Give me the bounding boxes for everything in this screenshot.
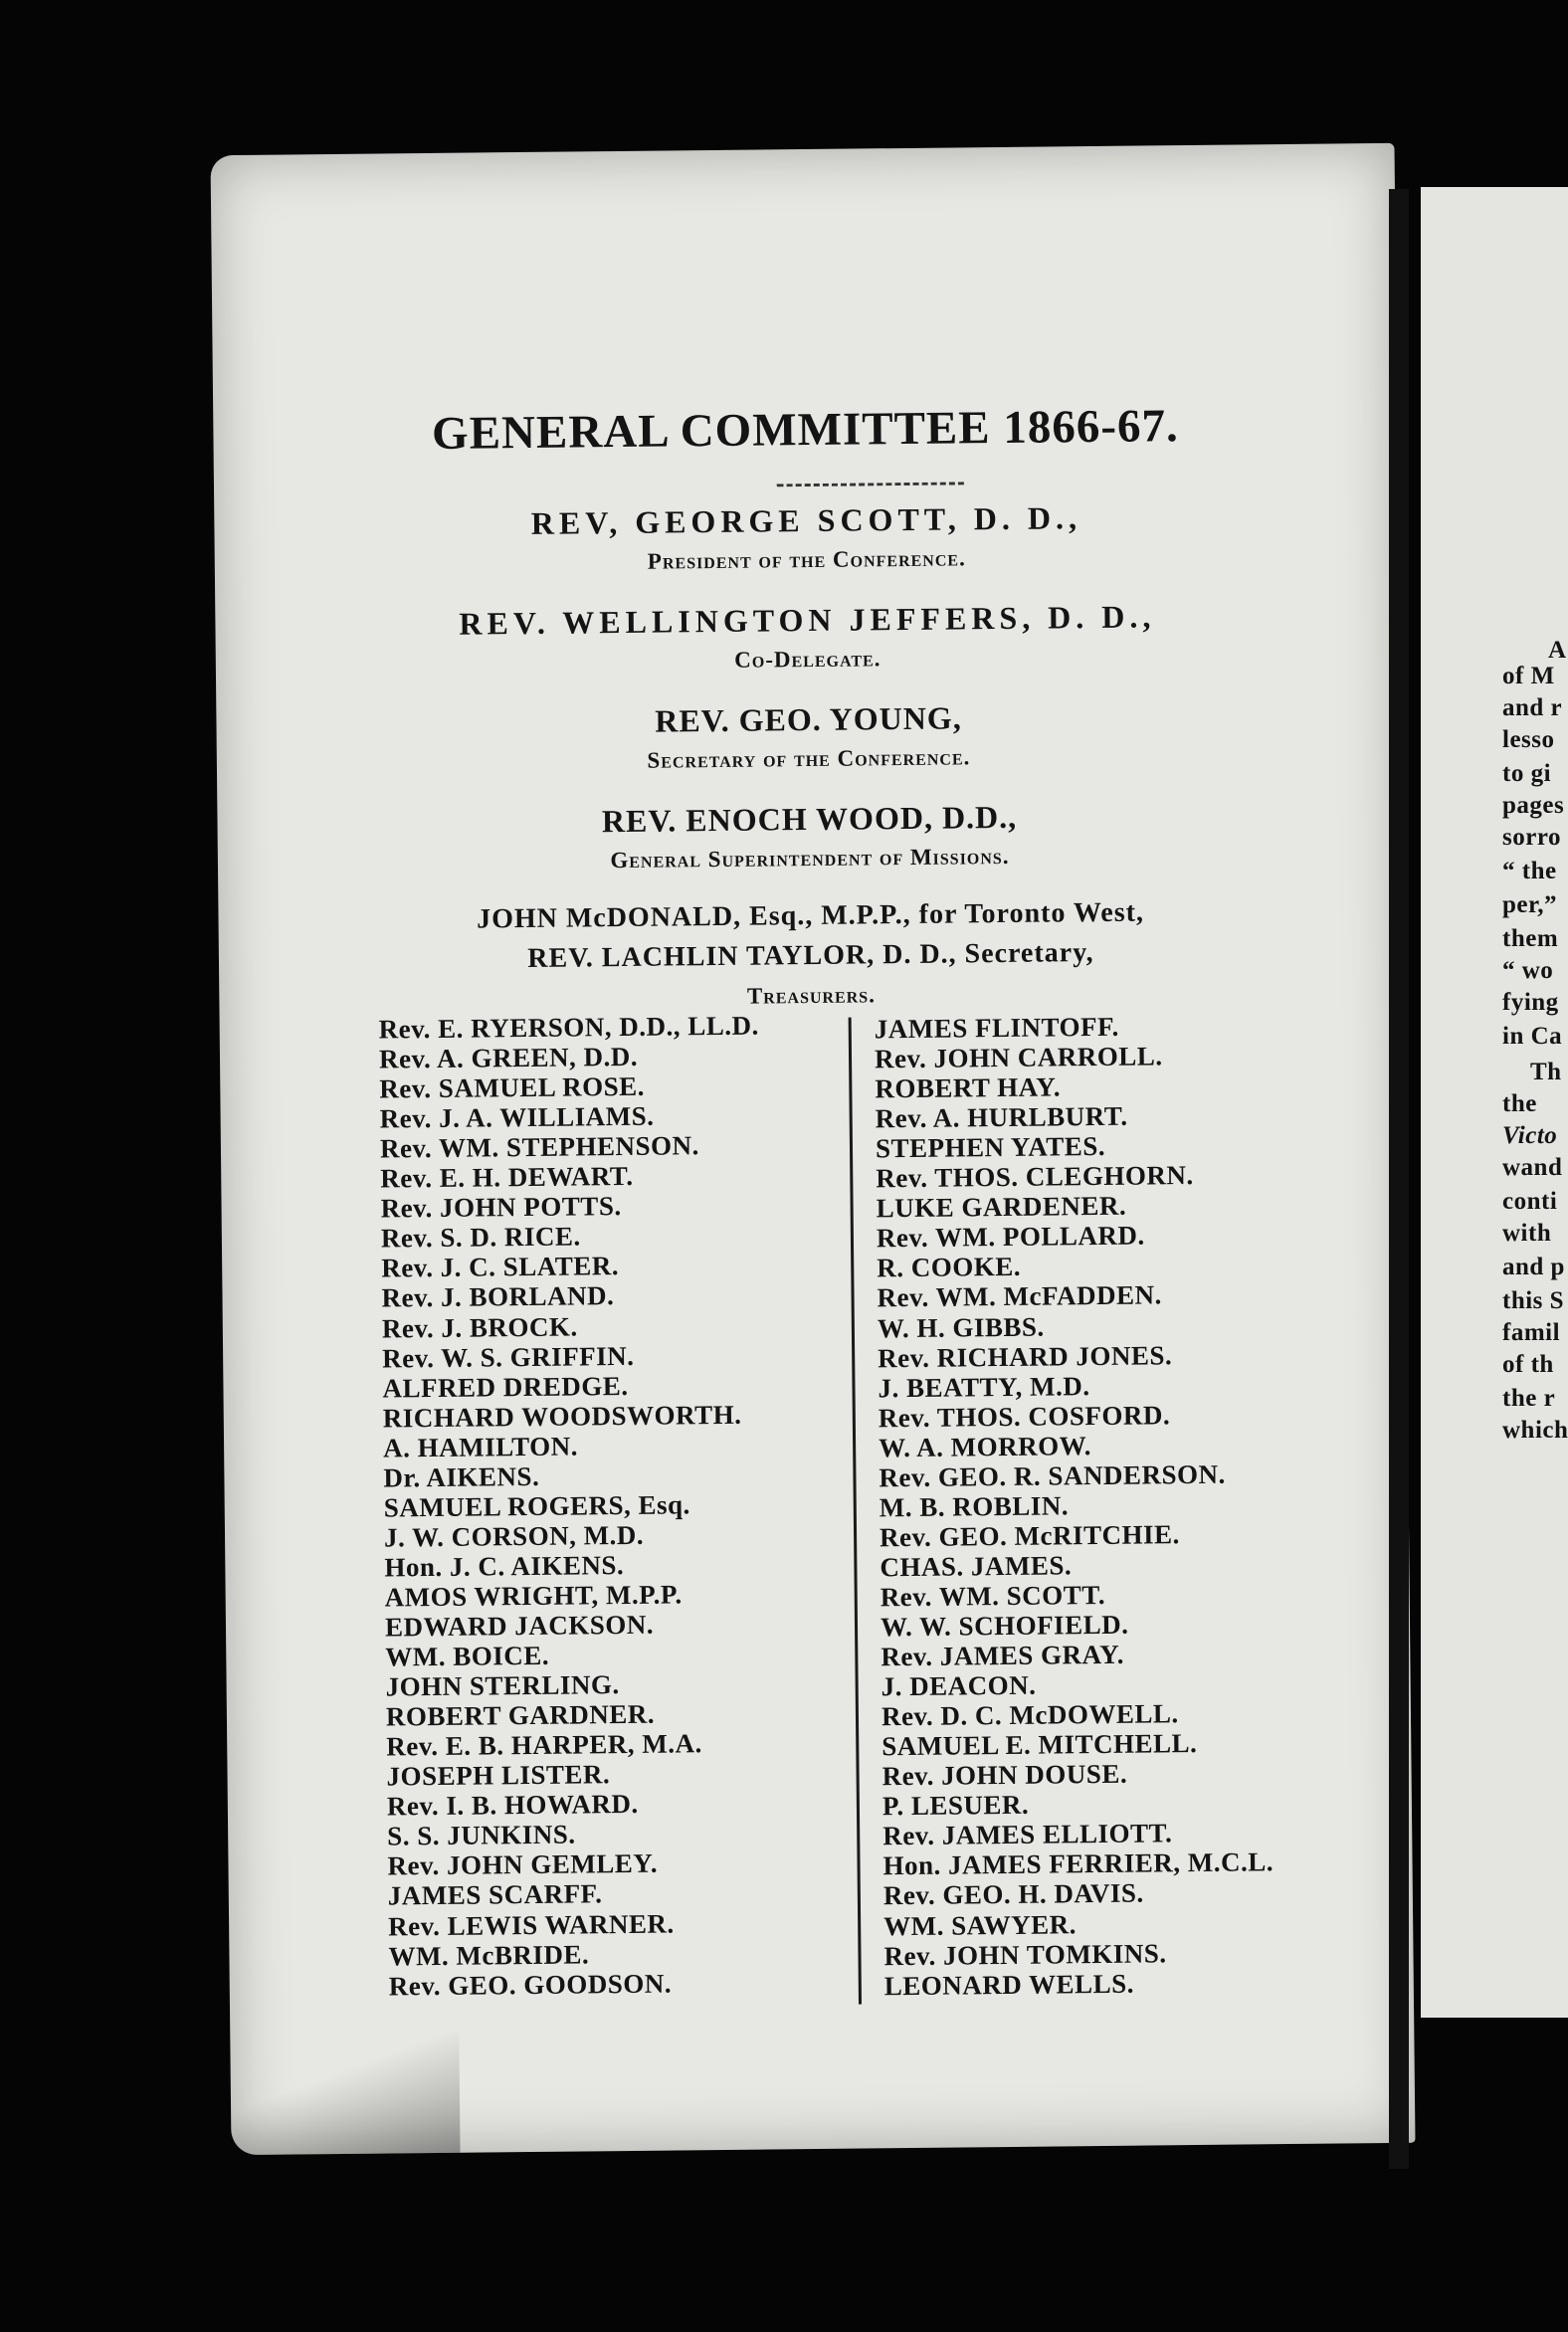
member-name: J. DEACON. (881, 1669, 1037, 1702)
member-name: Rev. J. BROCK. (381, 1310, 578, 1344)
member-name: Dr. AIKENS. (383, 1460, 540, 1493)
treasurers-role: Treasurers. (746, 982, 877, 1009)
facing-page-text: to gi (1502, 760, 1552, 787)
member-name: Rev. RICHARD JONES. (878, 1339, 1173, 1373)
member-name: Rev. S. D. RICE. (380, 1221, 581, 1254)
facing-page-text: of th (1502, 1351, 1554, 1378)
officer-role: General Superintendent of Missions. (610, 843, 1010, 874)
page-title: GENERAL COMMITTEE 1866-67. (431, 400, 1180, 460)
member-name: Rev. JOHN POTTS. (380, 1191, 622, 1224)
member-name: Rev. GEO. H. DAVIS. (882, 1877, 1144, 1911)
member-name: STEPHEN YATES. (875, 1131, 1106, 1164)
member-name: Rev. A. HURLBURT. (875, 1100, 1128, 1134)
member-name: LEONARD WELLS. (883, 1968, 1135, 2001)
member-name: CHAS. JAMES. (880, 1550, 1073, 1583)
page-corner-shadow (220, 2024, 460, 2155)
member-name: J. W. CORSON, M.D. (383, 1519, 645, 1553)
member-name: Rev. JOHN DOUSE. (882, 1758, 1128, 1792)
member-name: ROBERT GARDNER. (385, 1698, 656, 1732)
facing-page-text: sorro (1502, 824, 1561, 851)
title-underline (776, 482, 965, 486)
member-name: Rev. E. RYERSON, D.D., LL.D. (378, 1010, 759, 1045)
member-name: ROBERT HAY. (875, 1071, 1062, 1104)
member-name: RICHARD WOODSWORTH. (382, 1399, 742, 1434)
member-name: A. HAMILTON. (382, 1431, 579, 1463)
facing-page-text: “ wo (1502, 957, 1554, 984)
member-name: SAMUEL E. MITCHELL. (882, 1728, 1198, 1762)
facing-page-text: which (1502, 1417, 1568, 1444)
member-name: JOSEPH LISTER. (386, 1759, 611, 1792)
member-name: J. BEATTY, M.D. (878, 1370, 1090, 1403)
member-name: R. COOKE. (877, 1252, 1022, 1283)
member-name: JAMES FLINTOFF. (874, 1011, 1119, 1045)
facing-page-text: this S (1502, 1287, 1565, 1314)
facing-page-text: fying (1502, 989, 1559, 1016)
member-name: AMOS WRIGHT, M.P.P. (384, 1579, 683, 1613)
facing-page-text: the r (1502, 1385, 1556, 1412)
member-name: Rev. J. C. SLATER. (381, 1251, 620, 1283)
member-name: Rev. THOS. CLEGHORN. (876, 1160, 1194, 1194)
facing-page-text: them (1502, 925, 1559, 952)
member-name: Rev. W. S. GRIFFIN. (382, 1340, 635, 1374)
facing-page-text: and p (1502, 1254, 1565, 1280)
member-name: W. W. SCHOFIELD. (880, 1609, 1129, 1643)
officer-role: Co-Delegate. (734, 646, 882, 673)
member-name: Hon. JAMES FERRIER, M.C.L. (882, 1846, 1274, 1881)
member-name: Rev. THOS. COSFORD. (878, 1399, 1171, 1433)
member-name: Rev. WM. McFADDEN. (877, 1279, 1162, 1313)
member-name: Rev. JOHN CARROLL. (874, 1041, 1163, 1074)
member-name: Rev. WM. SCOTT. (880, 1579, 1106, 1613)
treasurer-line: REV. LACHLIN TAYLOR, D. D., Secretary, (527, 937, 1094, 974)
member-name: Rev. WM. STEPHENSON. (379, 1130, 699, 1164)
book-gutter (1389, 189, 1409, 2169)
facing-page-text: and r (1502, 694, 1563, 721)
member-name: Rev. J. BORLAND. (381, 1280, 615, 1313)
member-name: Rev. D. C. McDOWELL. (881, 1698, 1179, 1732)
member-name: WM. McBRIDE. (388, 1938, 590, 1972)
member-name: WM. BOICE. (385, 1640, 550, 1672)
officer-name: REV. ENOCH WOOD, D.D., (601, 798, 1018, 840)
treasurer-line: JOHN McDONALD, Esq., M.P.P., for Toronto West, (476, 896, 1145, 935)
member-name: Hon. J. C. AIKENS. (384, 1549, 625, 1583)
facing-page-text: with (1502, 1220, 1552, 1247)
officer-name: REV, GEORGE SCOTT, D. D., (530, 499, 1082, 541)
facing-page-text: Victo (1502, 1122, 1558, 1149)
column-divider (849, 1018, 862, 2005)
member-name: S. S. JUNKINS. (387, 1819, 576, 1851)
document-page (211, 143, 1416, 2155)
facing-page-text: pages (1502, 792, 1565, 819)
member-name: W. H. GIBBS. (877, 1311, 1045, 1343)
facing-page-text: per,” (1502, 891, 1558, 918)
member-name: W. A. MORROW. (878, 1430, 1092, 1463)
officer-role: President of the Conference. (647, 545, 966, 574)
member-name: Rev. GEO. McRITCHIE. (879, 1519, 1180, 1553)
facing-page-text: A (1548, 637, 1567, 664)
facing-page-text: in Ca (1502, 1023, 1563, 1050)
member-name: SAMUEL ROGERS, Esq. (383, 1489, 690, 1523)
member-name: Rev. E. H. DEWART. (380, 1161, 634, 1194)
member-name: ALFRED DREDGE. (382, 1370, 629, 1404)
facing-page-text: “ the (1502, 858, 1557, 884)
member-name: Rev. GEO. GOODSON. (388, 1968, 673, 2002)
member-name: Rev. WM. POLLARD. (876, 1220, 1145, 1254)
member-name: Rev. I. B. HOWARD. (386, 1789, 639, 1822)
officer-role: Secretary of the Conference. (647, 744, 971, 773)
facing-page-text: lesso (1502, 726, 1555, 753)
member-name: LUKE GARDENER. (876, 1191, 1127, 1224)
member-name: P. LESUER. (882, 1790, 1030, 1822)
member-name: JOHN STERLING. (385, 1669, 620, 1702)
facing-page-text: Th (1530, 1059, 1562, 1085)
facing-page-text: of M (1502, 663, 1555, 689)
facing-page-text: conti (1502, 1188, 1558, 1215)
member-name: Rev. SAMUEL ROSE. (379, 1070, 646, 1104)
member-name: Rev. JOHN TOMKINS. (883, 1937, 1167, 1971)
member-name: Rev. JOHN GEMLEY. (387, 1848, 659, 1881)
member-name: Rev. GEO. R. SANDERSON. (879, 1458, 1226, 1493)
officer-name: REV. GEO. YOUNG, (655, 699, 962, 739)
facing-page-fragment (1421, 187, 1568, 2018)
member-name: Rev. JAMES GRAY. (881, 1639, 1125, 1672)
member-name: Rev. JAMES ELLIOTT. (882, 1818, 1173, 1851)
member-name: JAMES SCARFF. (387, 1878, 603, 1911)
member-name: M. B. ROBLIN. (879, 1490, 1070, 1523)
member-name: EDWARD JACKSON. (384, 1609, 655, 1643)
facing-page-text: the (1502, 1090, 1537, 1117)
facing-page-text: wand (1502, 1154, 1563, 1181)
officer-name: REV. WELLINGTON JEFFERS, D. D., (459, 598, 1156, 642)
member-name: Rev. J. A. WILLIAMS. (379, 1100, 655, 1134)
member-name: Rev. LEWIS WARNER. (387, 1908, 675, 1942)
facing-page-text: famil (1502, 1319, 1561, 1346)
member-name: Rev. A. GREEN, D.D. (378, 1041, 639, 1074)
member-name: WM. SAWYER. (883, 1908, 1078, 1941)
member-name: Rev. E. B. HARPER, M.A. (386, 1728, 702, 1762)
